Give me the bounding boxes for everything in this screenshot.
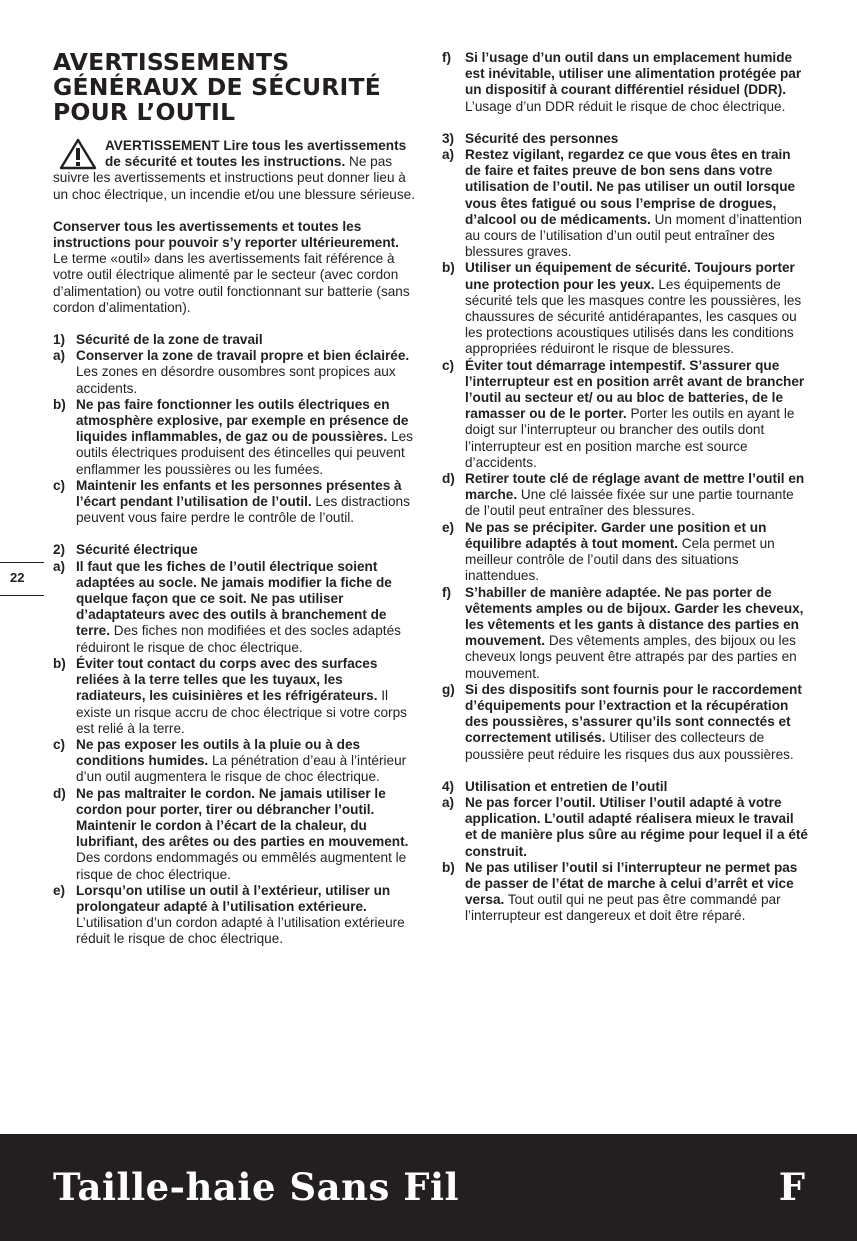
list-item-label: d) <box>442 471 455 487</box>
list-item-label: a) <box>442 794 455 810</box>
list-item-bold: Lorsqu’on utilise un outil à l’extérieur, utiliser un prolongateur adapté à l’utilisation extérieure. <box>76 882 391 914</box>
list-item-bold: Ne pas exposer les outils à la pluie ou à des conditions humides. <box>76 736 361 769</box>
list-item-body: Les équipements de sécurité tels que les masques contre les poussières, les chaussures de sécurité antidérapantes, les casques ou les protections acoustiques utilisés dans les conditions appropriées réduiront le risque de blessures. <box>465 276 802 357</box>
list-item-label: c) <box>442 357 455 373</box>
list-item <box>442 795 808 860</box>
list-item-bold: Si des dispositifs sont fournis pour le raccordement d’équipements pour l’extraction et la récupération des poussières, s’assurer qu’ils sont connectés et correctement utilisés. <box>465 681 802 746</box>
list-item-bold: Il faut que les fiches de l’outil électrique soient adaptées au socle. Ne jamais modifier la fiche de quelque façon que ce soit. Ne pas utiliser d’adaptateurs avec des outils à branchement de terre. <box>76 558 392 639</box>
section-4-list <box>442 795 808 925</box>
list-item <box>442 358 808 471</box>
list-item-text <box>465 520 808 585</box>
section-4-heading: 4) Utilisation et entretien de l’outil <box>442 778 668 794</box>
list-item-bold: Retirer toute clé de réglage avant de mettre l’outil en marche. <box>465 471 805 503</box>
title-line-2: GÉNÉRAUX DE SÉCURITÉ <box>53 73 381 101</box>
list-item-label: a) <box>53 348 66 364</box>
list-item-bold: Éviter tout contact du corps avec des surfaces reliées à la terre telles que les tuyaux, les radiateurs, les cuisinières et les réfrigérateurs. <box>76 655 378 704</box>
list-item-bold: Ne pas se précipiter. Garder une position et un équilibre adaptés à tout moment. <box>465 519 767 551</box>
page-title <box>53 50 415 125</box>
list-item-bold: Utiliser un équipement de sécurité. Toujours porter une protection pour les yeux. <box>465 260 795 292</box>
list-item-text <box>76 559 415 656</box>
list-item-body: Les outils électriques produisent des étincelles qui peuvent enflammer les poussières ou les fumées. <box>76 429 413 477</box>
list-item <box>53 786 415 883</box>
list-item <box>53 656 415 737</box>
section-2-list-continued <box>442 50 808 115</box>
keep-instructions-heading: Conserver tous les avertissements et toutes les instructions pour pouvoir s’y reporter ultérieurement. <box>53 218 399 251</box>
list-item-text <box>465 260 808 357</box>
list-item <box>442 147 808 260</box>
keep-instructions-text: Le terme «outil» dans les avertissements fait référence à votre outil électrique alimenté par le secteur (avec cordon d’alimentation) ou votre outil fonctionnant sur batterie (sans cordon d’alimentation). <box>53 251 410 315</box>
warning-text: Ne pas suivre les avertissements et instructions peut donner lieu à un choc électrique, un incendie et/ou une blessure sérieuse. <box>53 154 415 202</box>
list-item-body: Des cordons endommagés ou emmêlés augmentent le risque de choc électrique. <box>76 850 407 882</box>
list-item-label: a) <box>442 147 455 163</box>
list-item-label: d) <box>53 785 66 801</box>
section-2-list <box>53 559 415 948</box>
list-item-bold: S’habiller de manière adaptée. Ne pas porter de vêtements amples ou de bijoux. Garder les cheveux, les vêtements et les gants à distance des parties en mouvement. <box>465 584 804 649</box>
list-item-body: Tout outil qui ne peut pas être commandé par l’interrupteur est dangereux et doit être réparé. <box>465 892 781 924</box>
list-item-body: L’usage d’un DDR réduit le risque de choc électrique. <box>465 98 786 114</box>
list-item-bold: Restez vigilant, regardez ce que vous êtes en train de faire et faites preuve de bon sens dans votre utilisation de l’outil. Ne pas utiliser un outil lorsque vous êtes fatigué ou sous l’emprise de drogues, d’alcool ou de médicaments. <box>465 147 796 227</box>
title-line-3: POUR L’OUTIL <box>53 98 236 126</box>
list-item-text <box>76 883 415 948</box>
list-item-body: Porter les outils en ayant le doigt sur l’interrupteur ou brancher des outils dont l’interrupteur est en position marche est source d’accidents. <box>465 406 795 470</box>
footer-bar <box>0 1134 857 1241</box>
list-item <box>442 471 808 520</box>
left-column <box>53 50 415 948</box>
list-item-label: e) <box>442 519 455 535</box>
footer-product-title: Taille-haie Sans Fil <box>53 1165 460 1209</box>
list-item-text <box>465 682 808 763</box>
list-item-label: b) <box>53 396 66 412</box>
list-item-bold: Ne pas faire fonctionner les outils électriques en atmosphère explosive, par exemple en présence de liquides inflammables, de gaz ou de poussières. <box>76 396 409 445</box>
list-item <box>442 50 808 115</box>
list-item-label: c) <box>53 736 66 752</box>
list-item <box>442 682 808 763</box>
list-item-body: Un moment d’inattention au cours de l’utilisation d’un outil peut entraîner des blessures graves. <box>465 211 802 260</box>
list-item-bold: Ne pas utiliser l’outil si l’interrupteur ne permet pas de passer de l’état de marche à celui d’arrêt et vice versa. <box>465 859 798 908</box>
list-item-label: f) <box>442 50 452 65</box>
list-item-body: Cela permet un meilleur contrôle de l’outil dans des situations inattendues. <box>465 535 775 584</box>
section-1-heading: 1) Sécurité de la zone de travail <box>53 332 263 348</box>
list-item-bold: Conserver la zone de travail propre et bien éclairée. <box>76 348 410 364</box>
list-item-label: f) <box>442 584 452 600</box>
list-item-bold: Si l’usage d’un outil dans un emplacement humide est inévitable, utiliser une alimentation protégée par un dispositif à courant différentiel résiduel (DDR). <box>465 50 802 98</box>
list-item-bold: Maintenir les enfants et les personnes présentes à l’écart pendant l’utilisation de l’outil. <box>76 477 402 510</box>
list-item-body: L’utilisation d’un cordon adapté à l’utilisation extérieure réduit le risque de choc électrique. <box>76 915 405 947</box>
list-item <box>442 585 808 682</box>
list-item <box>53 348 415 397</box>
list-item <box>53 559 415 656</box>
list-item-text <box>465 471 808 520</box>
title-line-1: AVERTISSEMENTS <box>53 48 290 76</box>
list-item-body: Les zones en désordre ousombres sont propices aux accidents. <box>76 364 396 396</box>
list-item-body: Des fiches non modifiées et des socles adaptés réduiront le risque de choc électrique. <box>76 623 401 655</box>
list-item-text <box>76 737 415 786</box>
list-item-body: Une clé laissée fixée sur une partie tournante de l’outil peut entraîner des blessures. <box>465 487 794 519</box>
list-item-label: c) <box>53 477 66 493</box>
footer-language-code: F <box>778 1165 805 1209</box>
list-item-text <box>76 478 415 527</box>
list-item-body: Des vêtements amples, des bijoux ou les cheveux longs peuvent être attrapés par des parties en mouvement. <box>465 633 797 681</box>
right-column <box>442 50 808 925</box>
list-item <box>442 520 808 585</box>
list-item-body: Utiliser des collecteurs de poussière peut réduire les risques dus aux poussières. <box>465 730 794 762</box>
list-item <box>53 478 415 527</box>
list-item-label: b) <box>442 260 455 276</box>
section-2-heading: 2) Sécurité électrique <box>53 542 198 558</box>
list-item-label: a) <box>53 558 66 574</box>
list-item <box>442 260 808 357</box>
list-item-label: b) <box>53 655 66 671</box>
list-item-text <box>465 585 808 682</box>
list-item-text <box>465 50 808 115</box>
list-item-text <box>76 786 415 883</box>
list-item <box>53 397 415 478</box>
list-item-text <box>465 795 808 860</box>
warning-triangle-icon <box>59 138 97 170</box>
list-item <box>442 860 808 925</box>
section-1-list <box>53 348 415 526</box>
list-item-text <box>465 860 808 925</box>
warning-bold-text: AVERTISSEMENT Lire tous les avertissements de sécurité et toutes les instructions. <box>105 138 407 170</box>
list-item-body: Il existe un risque accru de choc électrique si votre corps est relié à la terre. <box>76 688 407 736</box>
section-3-heading: 3) Sécurité des personnes <box>442 130 619 146</box>
page-number: 22 <box>10 570 25 585</box>
list-item-text <box>465 147 808 260</box>
list-item-bold: Ne pas maltraiter le cordon. Ne jamais utiliser le cordon pour porter, tirer ou débrancher l’outil. Maintenir le cordon à l’écart de la chaleur, du lubrifiant, des arêtes ou des parties en mouvement. <box>76 785 409 850</box>
list-item-body: La pénétration d’eau à l’intérieur d’un outil augmentera le risque de choc électrique. <box>76 753 407 785</box>
list-item-text <box>76 348 415 397</box>
list-item-bold: Ne pas forcer l’outil. Utiliser l’outil adapté à votre application. L’outil adapté réalisera mieux le travail et de manière plus sûre au régime pour lequel il a été construit. <box>465 794 808 859</box>
list-item-bold: Éviter tout démarrage intempestif. S’assurer que l’interrupteur est en position arrêt avant de brancher l’outil au secteur et/ ou au bloc de batteries, de le ramasser ou de le porter. <box>465 357 805 422</box>
list-item <box>53 737 415 786</box>
list-item-text <box>465 358 808 471</box>
list-item-text <box>76 397 415 478</box>
section-3-list <box>442 147 808 763</box>
list-item-label: g) <box>442 681 455 697</box>
list-item-label: e) <box>53 882 66 898</box>
list-item <box>53 883 415 948</box>
warning-block <box>53 138 415 203</box>
list-item-label: b) <box>442 859 455 875</box>
page-number-marker <box>0 562 44 596</box>
list-item-text <box>76 656 415 737</box>
list-item-body: Les distractions peuvent vous faire perdre le contrôle de l’outil. <box>76 494 410 526</box>
